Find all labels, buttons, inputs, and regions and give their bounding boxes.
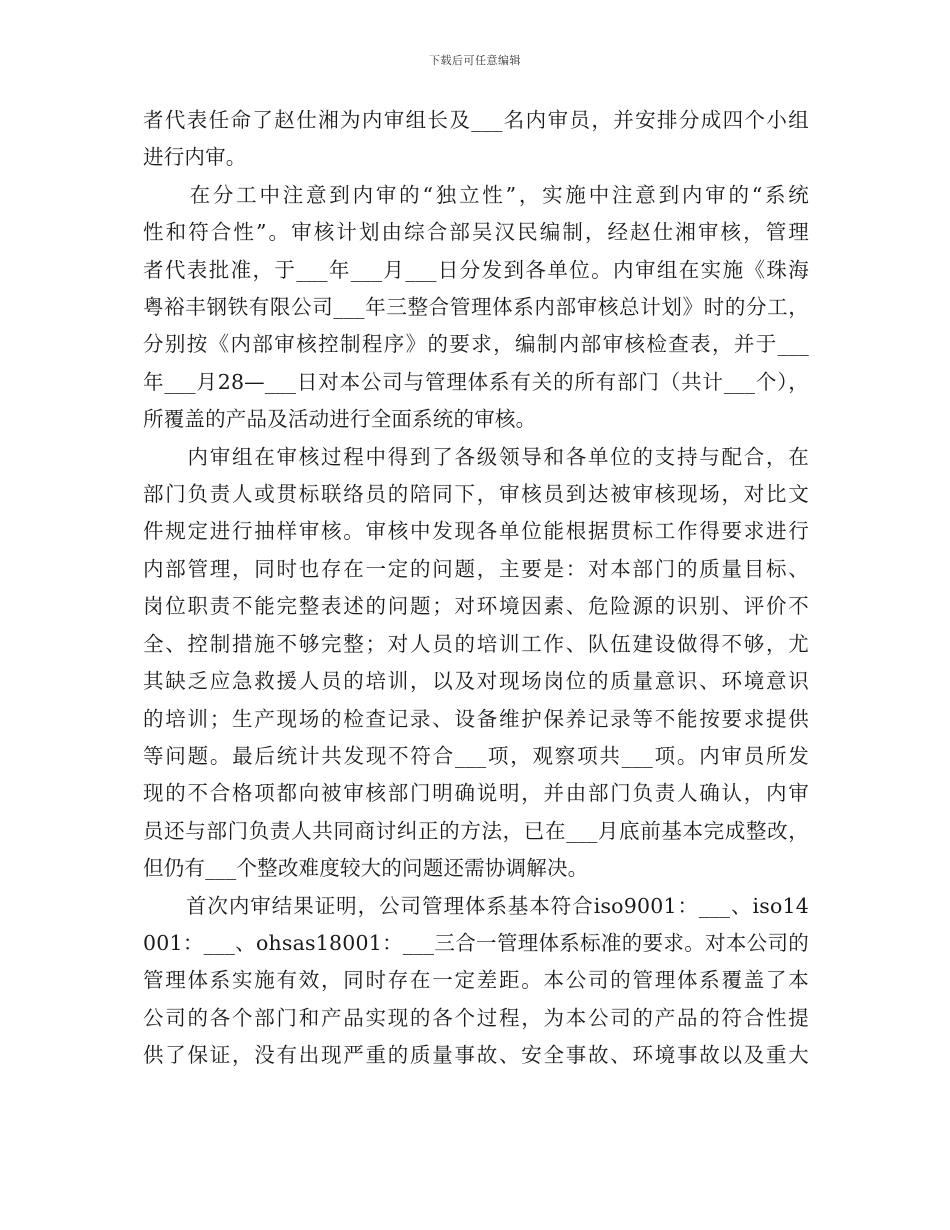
text-line: 001：___、ohsas18001：___三合一管理体系标准的要求。对本公司的 [143, 930, 809, 955]
text-line: 首次内审结果证明，公司管理体系基本符合iso9001：___、iso14 [143, 893, 809, 918]
text-line: 的培训；生产现场的检查记录、设备维护保养记录等不能按要求提供 [143, 706, 809, 731]
text-line: 分别按《内部审核控制程序》的要求，编制内部审核检查表，并于___ [143, 332, 809, 357]
text-line: 但仍有___个整改难度较大的问题还需协调解决。 [143, 856, 589, 881]
text-line: 内部管理，同时也存在一定的问题，主要是：对本部门的质量目标、 [143, 556, 809, 581]
text-line: 在分工中注意到内审的“独立性”，实施中注意到内审的“系统 [143, 182, 809, 207]
text-line: 部门负责人或贯标联络员的陪同下，审核员到达被审核现场，对比文 [143, 482, 809, 507]
text-line: 管理体系实施有效，同时存在一定差距。本公司的管理体系覆盖了本 [143, 968, 809, 993]
paragraph [143, 888, 809, 1075]
text-line: 现的不合格项都向被审核部门明确说明，并由部门负责人确认，内审 [143, 781, 809, 806]
text-line: 者代表批准，于___年___月___日分发到各单位。内审组在实施《珠海 [143, 257, 809, 282]
text-line: 者代表任命了赵仕湘为内审组长及___名内审员，并安排分成四个小组 [143, 108, 809, 132]
paragraph [143, 177, 809, 439]
text-line: 年___月28—___日对本公司与管理体系有关的所有部门（共计___个）， [143, 369, 809, 394]
text-line: 等问题。最后统计共发现不符合___项，观察项共___项。内审员所发 [143, 743, 809, 768]
text-line: 员还与部门负责人共同商讨纠正的方法，已在___月底前基本完成整改， [143, 818, 809, 843]
text-line: 所覆盖的产品及活动进行全面系统的审核。 [143, 407, 537, 432]
text-line: 岗位职责不能完整表述的问题；对环境因素、危险源的识别、评价不 [143, 594, 809, 619]
paragraph [143, 439, 809, 888]
paragraph [143, 102, 809, 177]
text-line: 全、控制措施不够完整；对人员的培训工作、队伍建设做得不够，尤 [143, 631, 809, 656]
text-line: 公司的各个部门和产品实现的各个过程，为本公司的产品的符合性提 [143, 1005, 809, 1030]
text-line: 内审组在审核过程中得到了各级领导和各单位的支持与配合，在 [143, 444, 809, 469]
document-body [143, 102, 809, 1075]
text-line: 供了保证，没有出现严重的质量事故、安全事故、环境事故以及重大 [143, 1043, 809, 1068]
text-line: 性和符合性”。审核计划由综合部吴汉民编制，经赵仕湘审核，管理 [143, 220, 809, 245]
page-header: 下载后可任意编辑 [429, 54, 521, 67]
text-line: 件规定进行抽样审核。审核中发现各单位能根据贯标工作得要求进行 [143, 519, 809, 544]
text-line: 进行内审。 [143, 145, 247, 170]
text-line: 其缺乏应急救援人员的培训，以及对现场岗位的质量意识、环境意识 [143, 669, 809, 694]
text-line: 粤裕丰钢铁有限公司___年三整合管理体系内部审核总计划》时的分工， [143, 295, 809, 320]
